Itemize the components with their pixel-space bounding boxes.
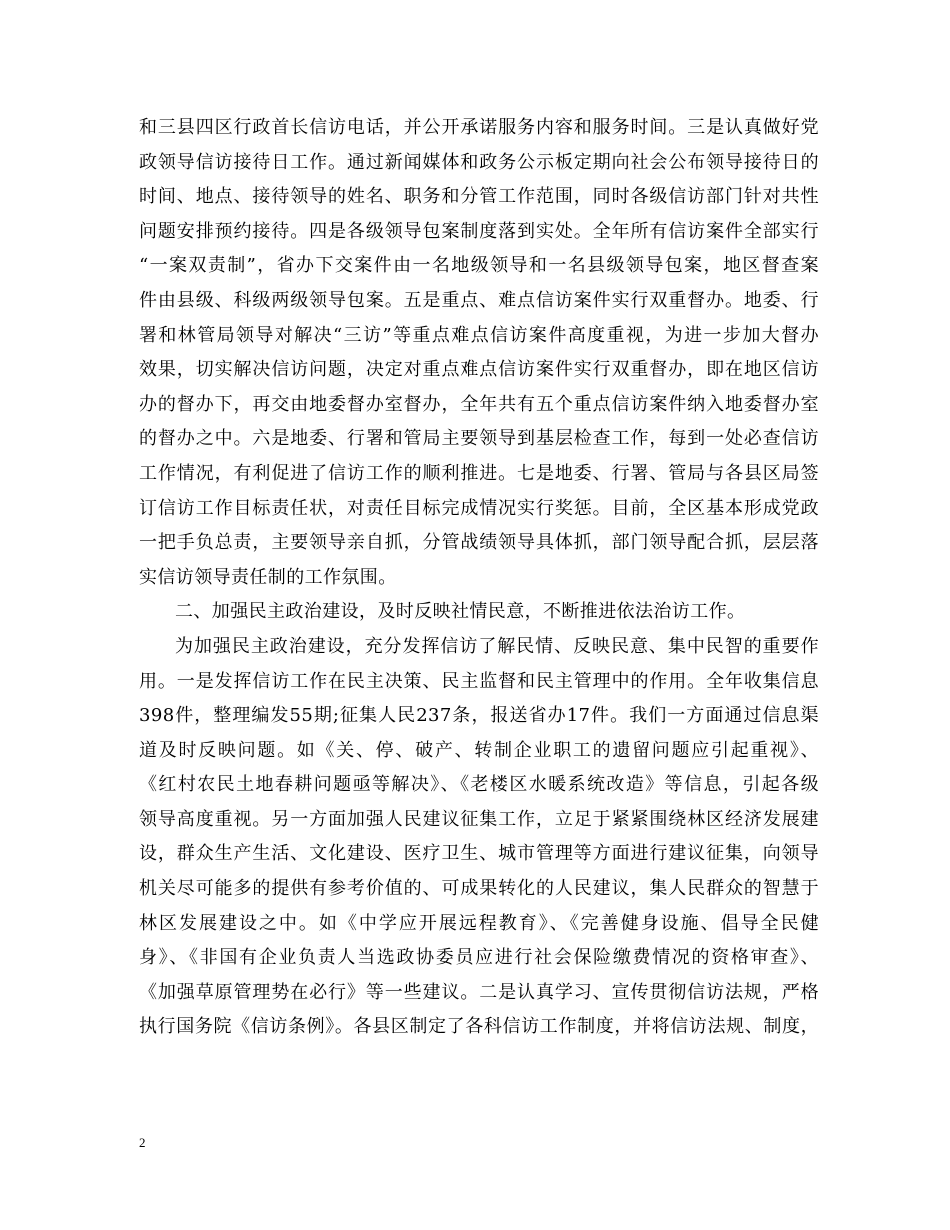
- text-line: 工作情况，有利促进了信访工作的顺利推进。七是地委、行署、管局与各县区局签: [139, 462, 819, 484]
- text-line: 效果，切实解决信访问题，决定对重点难点信访案件实行双重督办，即在地区信访: [139, 359, 819, 381]
- text-line: 署和林管局领导对解决“三访”等重点难点信访案件高度重视，为进一步加大督办: [139, 324, 819, 346]
- text-line: 执行国务院《信访条例》。各县区制定了各科信访工作制度，并将信访法规、制度，: [139, 1016, 819, 1038]
- text-line: 订信访工作目标责任状，对责任目标完成情况实行奖惩。目前，全区基本形成党政: [139, 497, 819, 519]
- text-line: 道及时反映问题。如《关、停、破产、转制企业职工的遗留问题应引起重视》、: [139, 739, 819, 761]
- text-line: 件由县级、科级两级领导包案。五是重点、难点信访案件实行双重督办。地委、行: [139, 289, 819, 311]
- page-number: 2: [139, 1135, 146, 1150]
- text-line: 机关尽可能多的提供有参考价值的、可成果转化的人民建议，集人民群众的智慧于: [139, 878, 819, 900]
- text-line: 实信访领导责任制的工作氛围。: [139, 566, 397, 588]
- document-body: [139, 111, 819, 1045]
- text-line: 政领导信访接待日工作。通过新闻媒体和政务公示板定期向社会公布领导接待日的: [139, 151, 819, 173]
- text-line: 办的督办下，再交由地委督办室督办，全年共有五个重点信访案件纳入地委督办室: [139, 393, 819, 415]
- text-line: 问题安排预约接待。四是各级领导包案制度落到实处。全年所有信访案件全部实行: [139, 220, 819, 242]
- text-line: 的督办之中。六是地委、行署和管局主要领导到基层检查工作，每到一处必查信访: [139, 428, 819, 450]
- text-line: 和三县四区行政首长信访电话，并公开承诺服务内容和服务时间。三是认真做好党: [139, 117, 819, 138]
- text-line: 一把手负总责，主要领导亲自抓，分管战绩领导具体抓，部门领导配合抓，层层落: [139, 532, 819, 554]
- text-line: 身》、《非国有企业负责人当选政协委员应进行社会保险缴费情况的资格审查》、: [139, 947, 819, 969]
- text-line: 《加强草原管理势在必行》等一些建议。二是认真学习、宣传贯彻信访法规，严格: [139, 981, 819, 1003]
- text-line: “一案双责制”，省办下交案件由一名地级领导和一名县级领导包案，地区督查案: [139, 255, 819, 277]
- text-line: 《红村农民土地春耕问题亟等解决》、《老楼区水暖系统改造》等信息，引起各级: [139, 774, 819, 796]
- text-line: 时间、地点、接待领导的姓名、职务和分管工作范围，同时各级信访部门针对共性: [139, 186, 819, 208]
- text-line: 领导高度重视。另一方面加强人民建议征集工作，立足于紧紧围绕林区经济发展建: [139, 808, 819, 830]
- text-line: 用。一是发挥信访工作在民主决策、民主监督和民主管理中的作用。全年收集信息: [139, 670, 819, 692]
- text-line: 为加强民主政治建设，充分发挥信访了解民情、反映民意、集中民智的重要作: [175, 635, 819, 657]
- section-heading: 二、加强民主政治建设，及时反映社情民意，不断推进依法治访工作。: [175, 601, 746, 623]
- text-line: 设，群众生产生活、文化建设、医疗卫生、城市管理等方面进行建议征集，向领导: [139, 843, 819, 865]
- text-line: 林区发展建设之中。如《中学应开展远程教育》、《完善健身设施、倡导全民健: [139, 912, 819, 934]
- text-line: 398件，整理编发55期;征集人民237条，报送省办17件。我们一方面通过信息渠: [139, 705, 819, 727]
